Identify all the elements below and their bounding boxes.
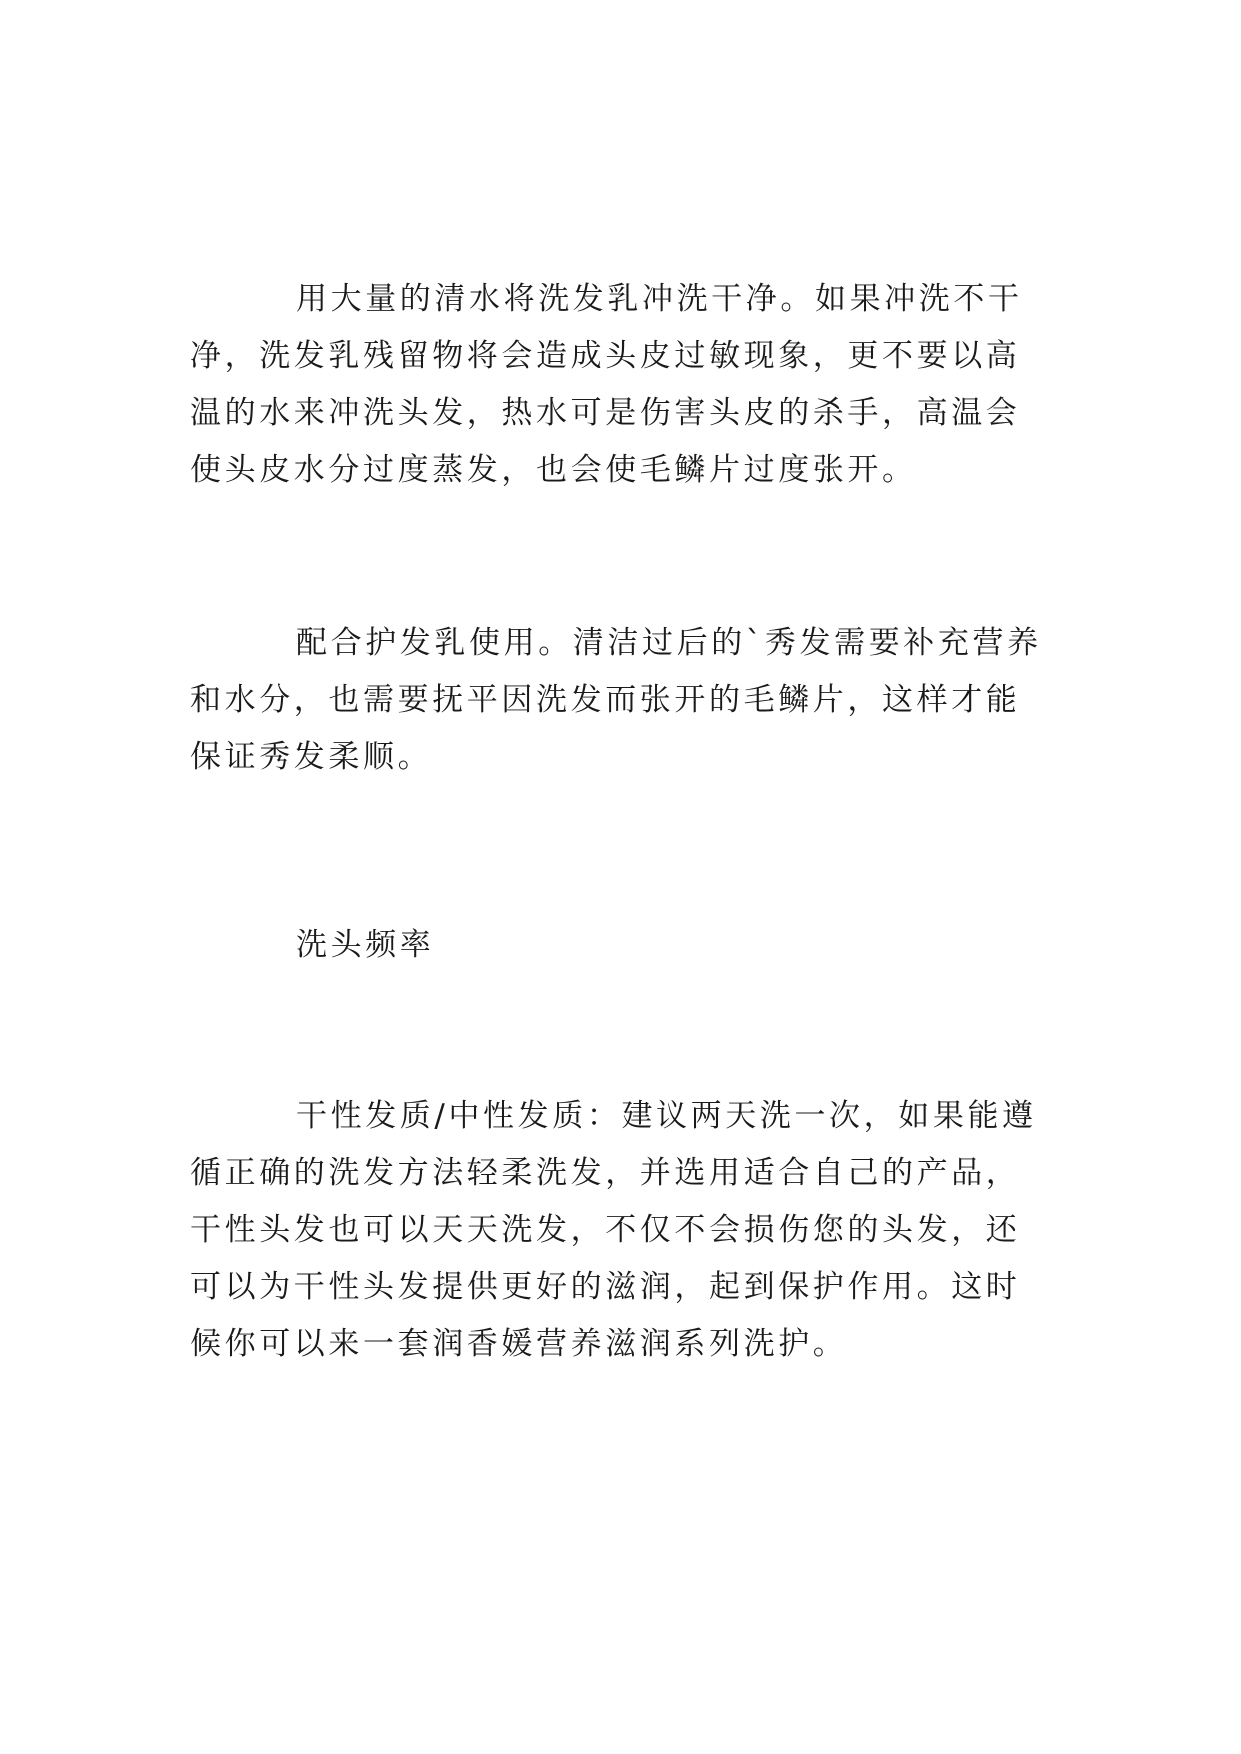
paragraph-rinse: 用大量的清水将洗发乳冲洗干净。如果冲洗不干净，洗发乳残留物将会造成头皮过敏现象，更不要以高温的水来冲洗头发，热水可是伤害头皮的杀手，高温会使头皮水分过度蒸发，也会使毛鳞片过度张开。 — [190, 281, 1023, 488]
section-heading-wash-frequency: 洗头频率 — [296, 927, 435, 963]
paragraph-conditioner: 配合护发乳使用。清洁过后的`秀发需要补充营养和水分，也需要抚平因洗发而张开的毛鳞片，这样才能保证秀发柔顺。 — [190, 625, 1042, 775]
paragraph-dry-normal-hair: 干性发质/中性发质：建议两天洗一次，如果能遵循正确的洗发方法轻柔洗发，并选用适合自己的产品，干性头发也可以天天洗发，不仅不会损伤您的头发，还可以为干性头发提供更好的滋润，起到保护作用。这时候你可以来一套润香媛营养滋润系列洗护。 — [190, 1098, 1037, 1362]
